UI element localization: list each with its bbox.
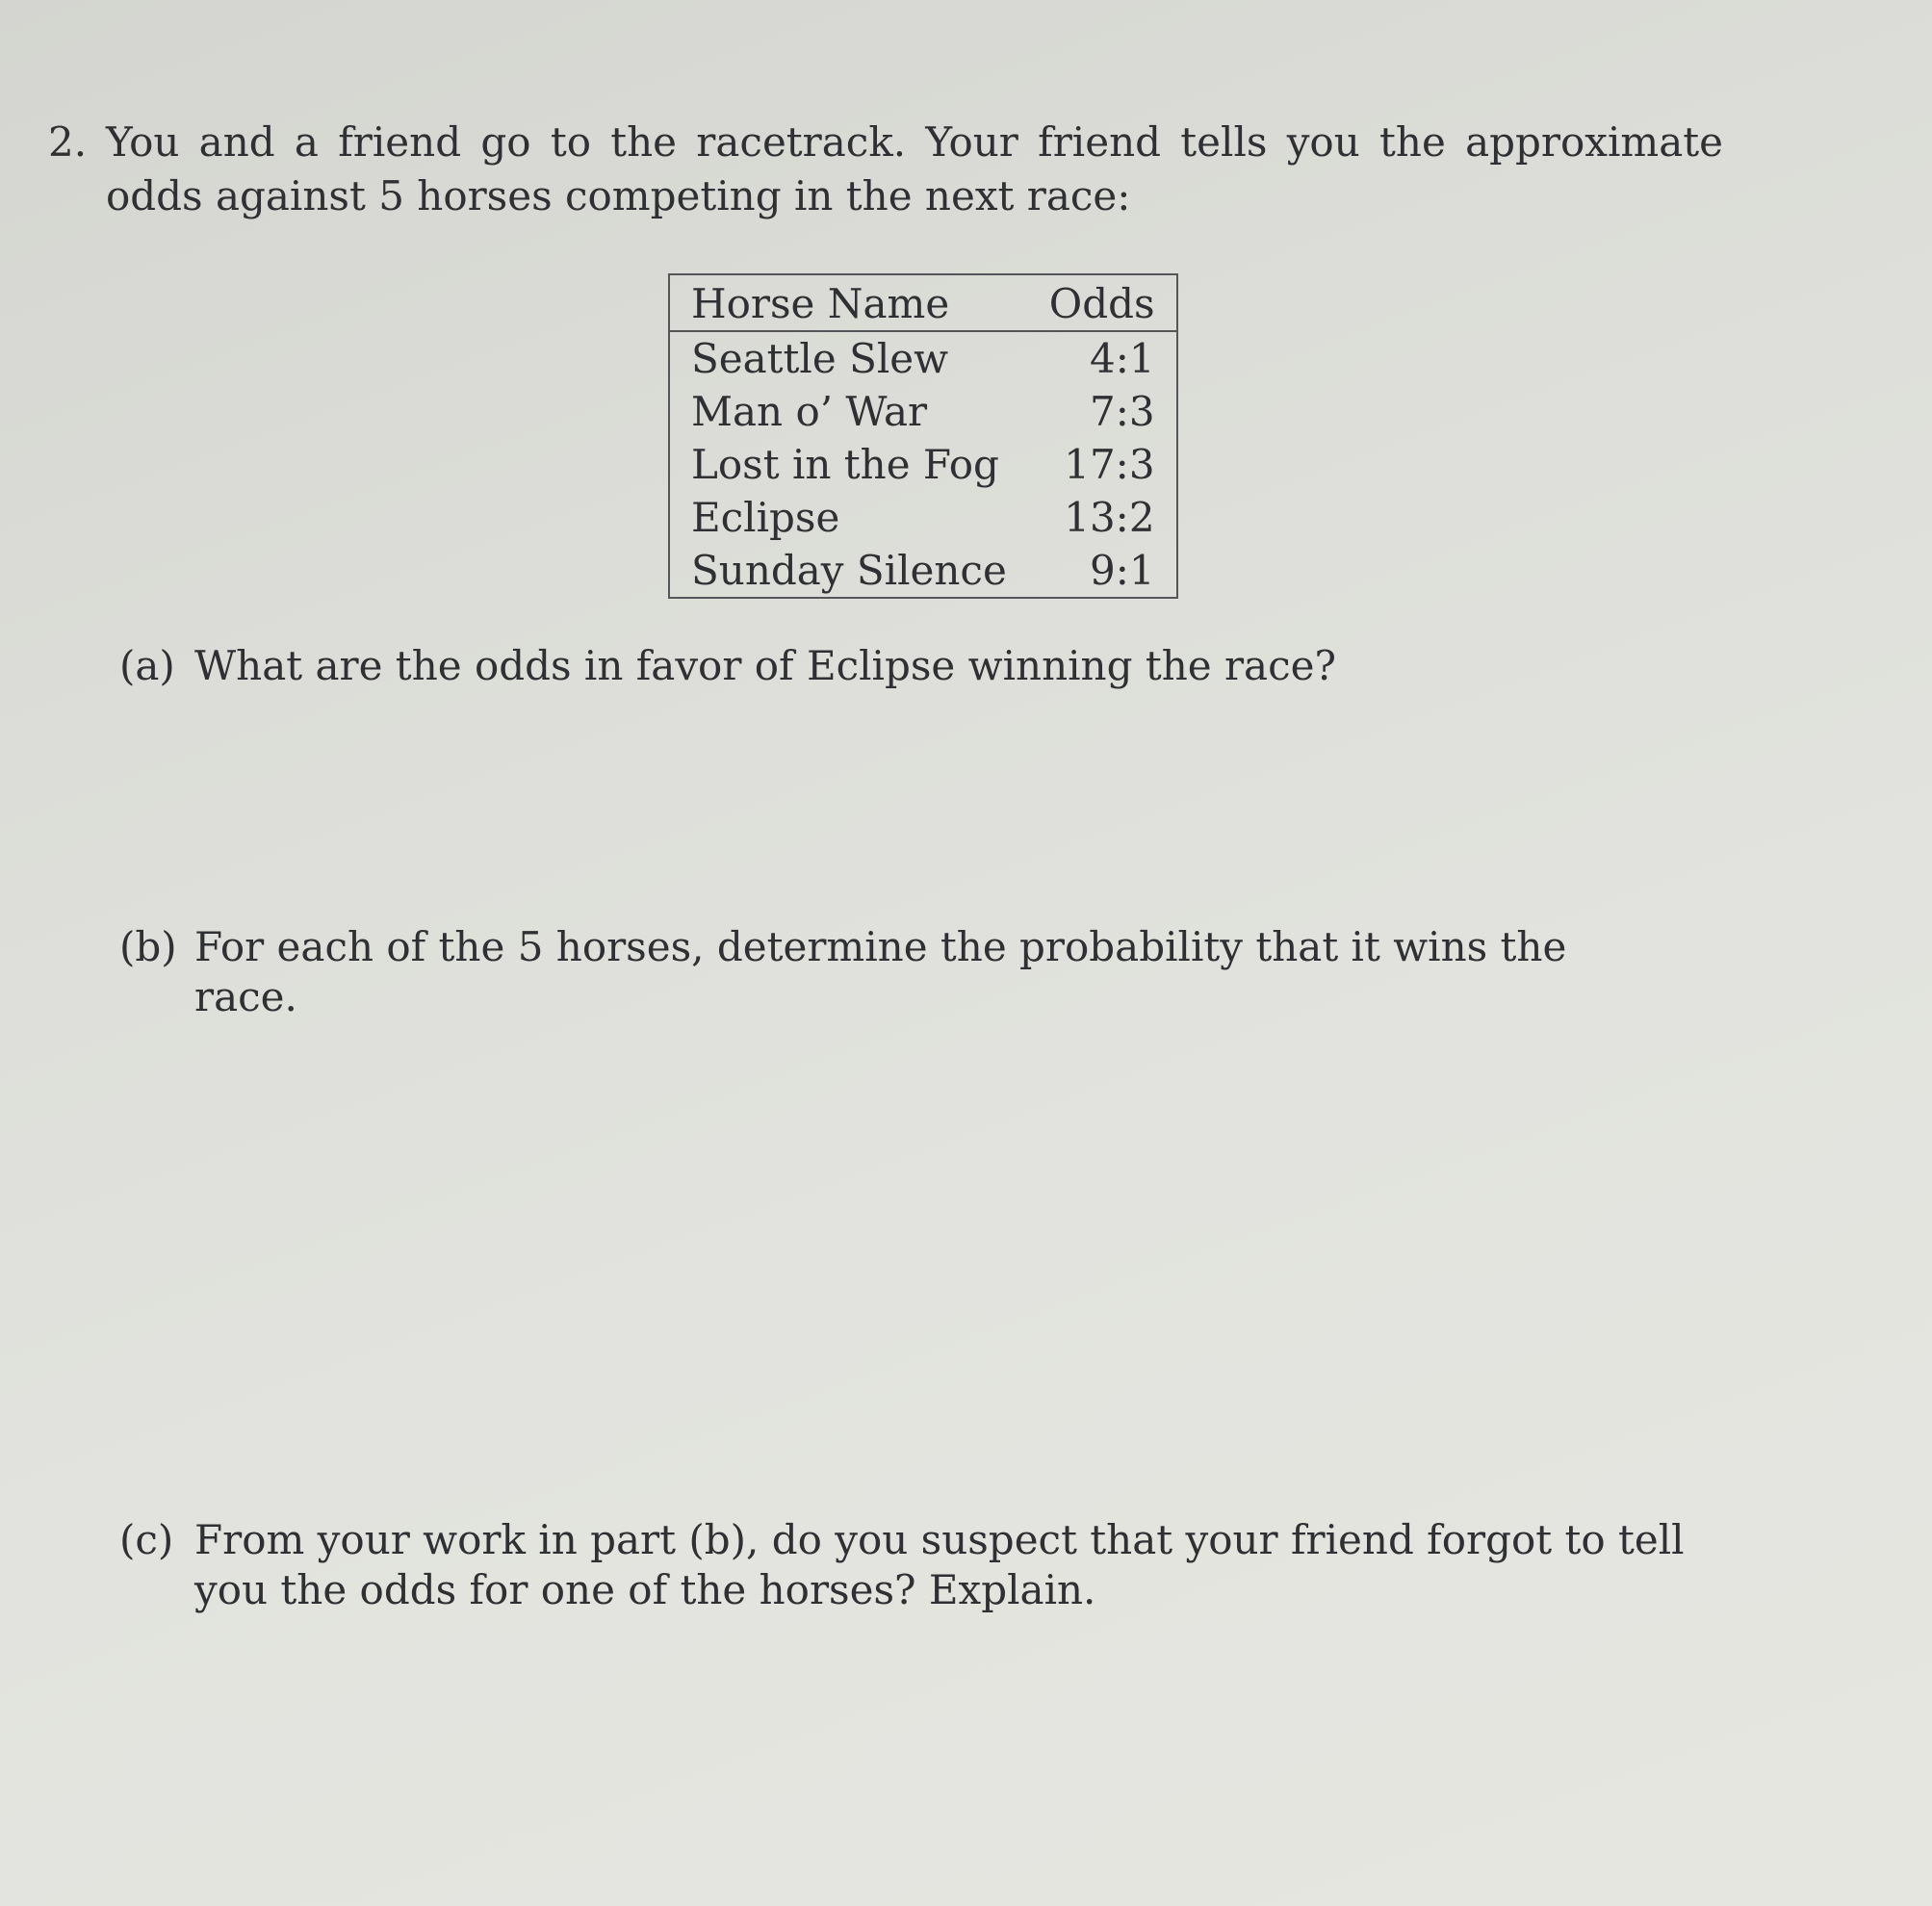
problem-number: 2. [48,118,88,166]
part-c-text: From your work in part (b), do you suspect that your friend forgot to tell you the odds for one of the horses? Explain. [194,1516,1685,1613]
header-odds: Odds [1028,274,1177,331]
horse-odds: 7:3 [1089,388,1155,435]
horse-odds: 4:1 [1089,335,1155,382]
horse-odds: 13:2 [1064,494,1155,541]
horse-name: Eclipse [691,494,840,541]
problem-statement: You and a friend go to the racetrack. Your friend tells you the approximate odds against 5 horses competing in the next race: [106,118,1723,219]
horse-odds: 9:1 [1089,547,1155,594]
table-row [669,438,1177,491]
part-b-label: (b) [119,923,177,970]
table-row [669,385,1177,438]
table-row [669,491,1177,544]
part-c-label: (c) [119,1516,174,1563]
horse-name: Lost in the Fog [691,441,999,488]
horse-name: Seattle Slew [691,335,949,382]
horse-odds: 17:3 [1064,441,1155,488]
odds-table [668,273,1178,599]
part-b-text: For each of the 5 horses, determine the probability that it wins the race. [194,923,1567,1020]
part-a-label: (a) [119,642,175,689]
horse-name: Sunday Silence [691,547,1007,594]
table-row [669,544,1177,598]
part-a-text: What are the odds in favor of Eclipse winning the race? [194,642,1336,689]
header-horse-name: Horse Name [669,274,1028,331]
table-header-row [669,274,1177,331]
horse-name: Man o’ War [691,388,928,435]
table-row [669,331,1177,385]
